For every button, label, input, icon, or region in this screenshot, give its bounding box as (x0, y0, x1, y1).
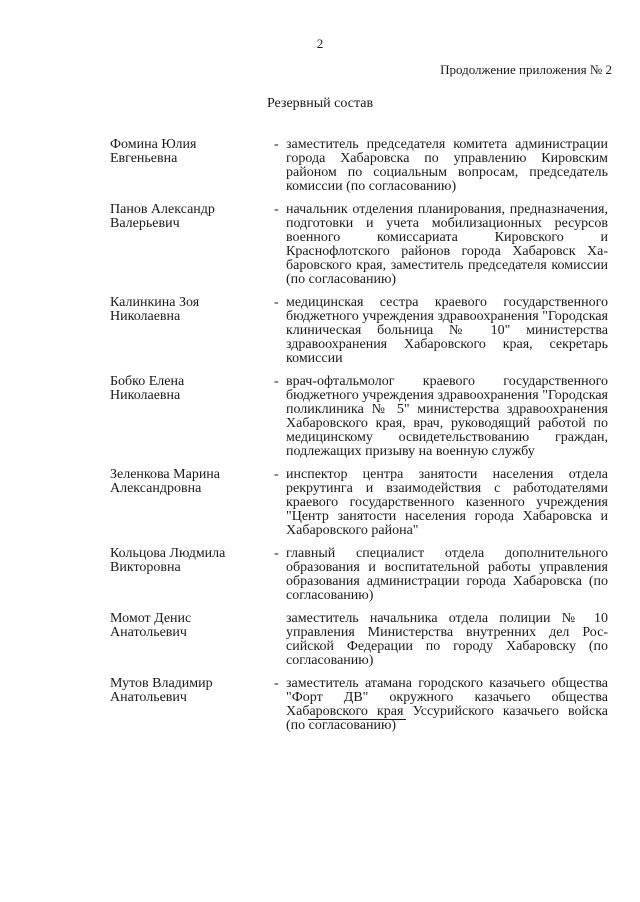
closing-rule (308, 719, 406, 720)
member-role: заместитель атамана городского казачьего общества "Форт ДВ" окружного казачьего общества Хабаровского края Уссурийского казачьего войска (по согласованию) (286, 676, 608, 733)
member-entry (110, 203, 608, 287)
member-dash: - (274, 546, 279, 561)
member-dash: - (274, 202, 279, 217)
member-name: Калинкина Зоя Николаевна (110, 295, 200, 324)
member-name: Зеленкова Марина Александровна (110, 467, 221, 496)
member-role: главный специалист отдела дополнительного образования и воспитательной работы управления образования администрации города Хабаровска (по согласованию) (286, 546, 608, 603)
member-role: начальник отделения планирования, предназначения, подготовки и учета мобилизационных ресурсов военного комиссариата Кировского и Краснофлотского районов города Хабаровск Хабаровского края, заместитель председателя комиссии (по согласованию) (286, 202, 608, 287)
member-dash: - (274, 676, 279, 691)
member-name: Панов Александр Валерьевич (110, 202, 215, 231)
member-entry (110, 468, 608, 538)
member-entry (110, 612, 608, 668)
member-dash: - (274, 137, 279, 152)
member-entry (110, 547, 608, 603)
member-name: Бобко Елена Николаевна (110, 374, 185, 403)
member-dash: - (274, 467, 279, 482)
members-list (110, 138, 608, 742)
member-entry (110, 296, 608, 366)
continuation-note: Продолжение приложения № 2 (440, 62, 612, 77)
member-name: Кольцова Людмила Викторовна (110, 546, 226, 575)
page-number: 2 (316, 36, 324, 51)
member-entry (110, 677, 608, 733)
member-role: инспектор центра занятости населения отдела рекрутинга и взаимодействия с работодателями краевого государственного казенного учреждения "Центр занятости населения города Хабаровска и Хабаровского района" (286, 467, 608, 538)
member-dash: - (274, 295, 279, 310)
section-title: Резервный состав (266, 96, 374, 111)
member-dash (274, 612, 286, 668)
member-dash: - (274, 374, 279, 389)
member-role: заместитель председателя комитета администрации города Хабаровска по управлению Кировским районом по социальным вопросам, председатель комиссии (по согласованию) (286, 137, 608, 194)
member-entry (110, 375, 608, 459)
member-name: Момот Денис Анатольевич (110, 611, 192, 640)
member-name: Фомина Юлия Евгеньевна (110, 137, 197, 166)
member-role: медицинская сестра краевого государственного бюджетного учреждения здравоохранения "Городская клиническая больница № 10" министерства здравоохранения Хабаровского края, секретарь комиссии (286, 295, 608, 366)
member-name: Мутов Владимир Анатольевич (110, 676, 213, 705)
member-entry (110, 138, 608, 194)
member-role: врач-офтальмолог краевого государственного бюджетного учреждения здравоохранения "Городская поликлиника № 5" министерства здравоохранения Хабаровского края, врач, руководящий работой по медицинскому освидетельствованию граждан, подлежащих призыву на военную службу (286, 374, 608, 459)
member-role: заместитель начальника отдела полиции № 10 управления Министерства внутренних дел Российской Федерации по городу Хабаровску (по согласованию) (286, 611, 608, 668)
